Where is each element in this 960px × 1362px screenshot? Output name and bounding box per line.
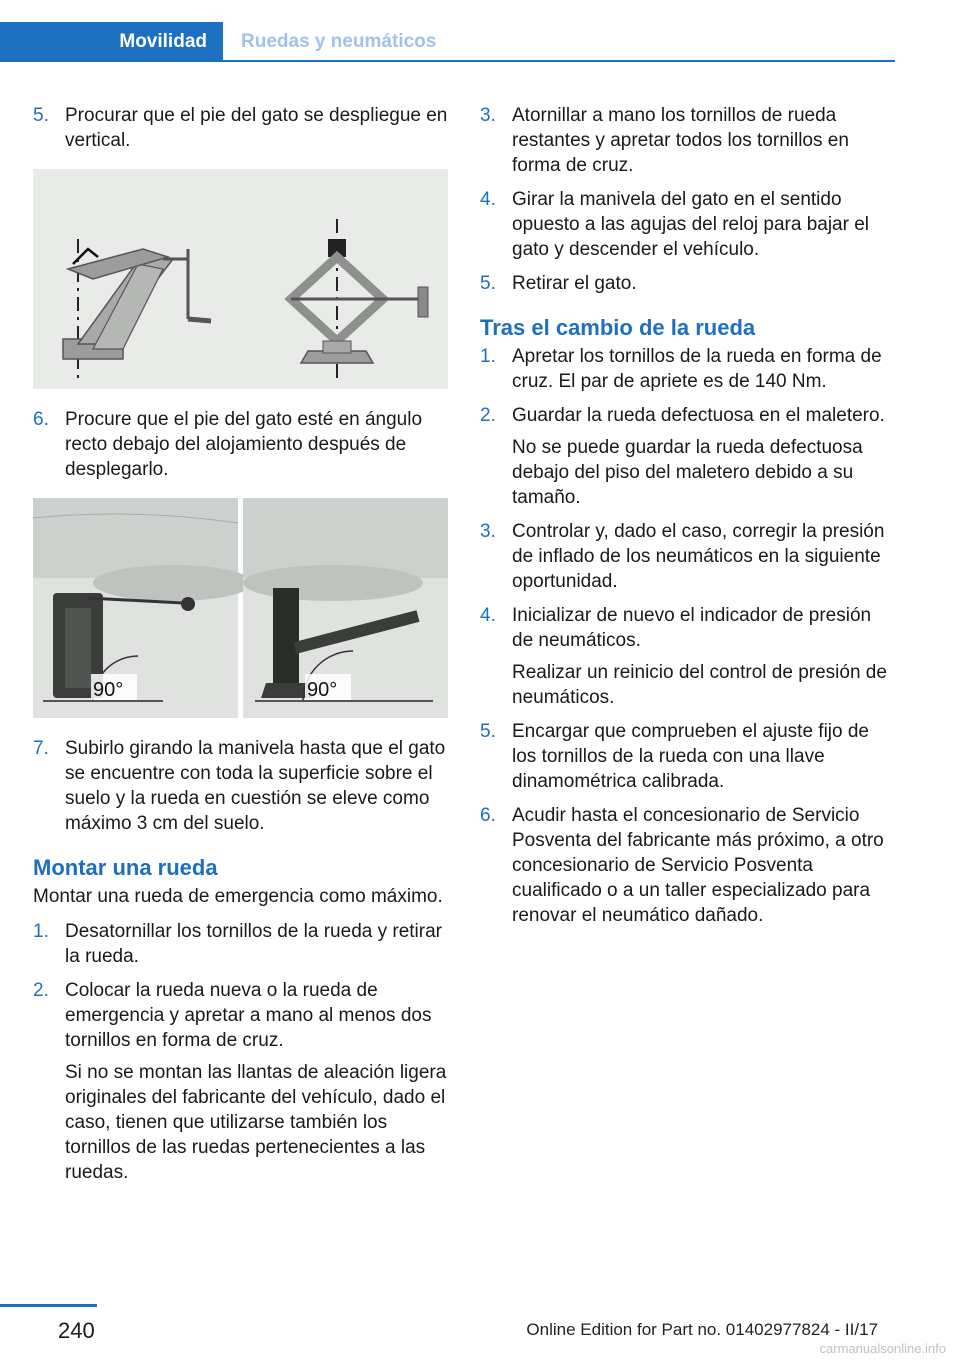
step-text: Guardar la rueda defectuosa en el maletero. bbox=[512, 405, 885, 426]
after-step-6 bbox=[480, 803, 896, 928]
step-number: 5. bbox=[33, 105, 49, 126]
section-title-tras-cambio: Tras el cambio de la rueda bbox=[480, 315, 756, 340]
step-text: Atornillar a mano los tornillos de rueda restantes y apretar todos los tornillos en forma de cruz. bbox=[512, 105, 849, 176]
after-step-4 bbox=[480, 603, 896, 653]
mount-step-2 bbox=[33, 978, 449, 1053]
step-number: 3. bbox=[480, 105, 496, 126]
angle-label-right: 90° bbox=[307, 679, 338, 701]
step-number: 6. bbox=[33, 409, 49, 430]
jack-vertical-figure bbox=[33, 169, 448, 389]
step-text: Procure que el pie del gato esté en ángulo recto debajo del alojamiento después de desplegarlo. bbox=[65, 409, 423, 480]
step-text: Encargar que comprueben el ajuste fijo de los tornillos de la rueda con una llave dinamométrica calibrada. bbox=[512, 721, 870, 792]
step-number: 5. bbox=[480, 721, 496, 742]
angle-label-left: 90° bbox=[93, 679, 124, 701]
tab-movilidad[interactable]: Movilidad bbox=[0, 22, 223, 62]
step-number: 6. bbox=[480, 805, 496, 826]
page-header bbox=[0, 0, 960, 62]
step-text: Desatornillar los tornillos de la rueda y retirar la rueda. bbox=[65, 921, 442, 967]
step-number: 4. bbox=[480, 189, 496, 210]
after-step-3 bbox=[480, 519, 896, 594]
jack-vertical-illustration bbox=[33, 169, 448, 389]
step-text: Subirlo girando la manivela hasta que el gato se encuentre con toda la superficie sobre el suelo y la rueda en cuestión se eleve como máximo 3 cm del suelo. bbox=[65, 738, 446, 834]
step-7 bbox=[33, 736, 449, 836]
step-text: Apretar los tornillos de la rueda en forma de cruz. El par de apriete es de 140 Nm. bbox=[512, 346, 882, 392]
step-number: 1. bbox=[33, 921, 49, 942]
after-step-5 bbox=[480, 719, 896, 794]
step-6 bbox=[33, 407, 449, 482]
mount-step-1 bbox=[33, 919, 449, 969]
step-number: 4. bbox=[480, 605, 496, 626]
step-number: 1. bbox=[480, 346, 496, 367]
watermark: carmanualsonline.info bbox=[819, 1341, 946, 1356]
step-text: Controlar y, dado el caso, corregir la presión de inflado de los neumáticos en la siguiente oportunidad. bbox=[512, 521, 885, 592]
after-step-1 bbox=[480, 344, 896, 394]
tab-ruedas-y-neumaticos[interactable]: Ruedas y neumáticos bbox=[241, 31, 437, 52]
step-number: 7. bbox=[33, 738, 49, 759]
step-5 bbox=[33, 103, 449, 153]
step-text: Girar la manivela del gato en el sentido opuesto a las agujas del reloj para bajar el gato y descender el vehículo. bbox=[512, 189, 870, 260]
after-step-2-note: No se puede guardar la rueda defectuosa debajo del piso del maletero debido a su tamaño. bbox=[512, 437, 863, 508]
mount-step-5 bbox=[480, 271, 896, 296]
edition-note: Online Edition for Part no. 01402977824 - II/17 bbox=[526, 1320, 878, 1339]
step-number: 5. bbox=[480, 273, 496, 294]
step-text: Retirar el gato. bbox=[512, 273, 637, 294]
step-number: 3. bbox=[480, 521, 496, 542]
step-number: 2. bbox=[33, 980, 49, 1001]
step-text: Acudir hasta el concesionario de Servicio Posventa del fabricante más próximo, a otro concesionario de Servicio Posventa cualificado o a un taller especializado para renovar el neumático dañado. bbox=[512, 805, 884, 926]
page-number: 240 bbox=[58, 1318, 95, 1343]
jack-right-angle-illustration bbox=[33, 498, 448, 718]
step-text: Inicializar de nuevo el indicador de presión de neumáticos. bbox=[512, 605, 872, 651]
after-step-2 bbox=[480, 403, 896, 428]
step-text: Colocar la rueda nueva o la rueda de emergencia y apretar a mano al menos dos tornillos en forma de cruz. bbox=[65, 980, 432, 1051]
mount-step-4 bbox=[480, 187, 896, 262]
header-rule bbox=[0, 60, 895, 62]
mount-step-2-note: Si no se montan las llantas de aleación ligera originales del fabricante del vehículo, dado el caso, tienen que utilizarse también los tornillos de las ruedas pertenecientes a las ruedas. bbox=[65, 1062, 447, 1183]
left-column bbox=[33, 103, 449, 1194]
step-text: Procurar que el pie del gato se despliegue en vertical. bbox=[65, 105, 448, 151]
step-number: 2. bbox=[480, 405, 496, 426]
jack-right-angle-figure bbox=[33, 498, 448, 718]
after-step-4-note: Realizar un reinicio del control de presión de neumáticos. bbox=[512, 662, 887, 708]
section-title-montar-rueda: Montar una rueda bbox=[33, 855, 218, 880]
right-column bbox=[480, 103, 896, 937]
mount-step-3 bbox=[480, 103, 896, 178]
footer-rule bbox=[0, 1304, 97, 1307]
section-intro: Montar una rueda de emergencia como máximo. bbox=[33, 886, 443, 907]
